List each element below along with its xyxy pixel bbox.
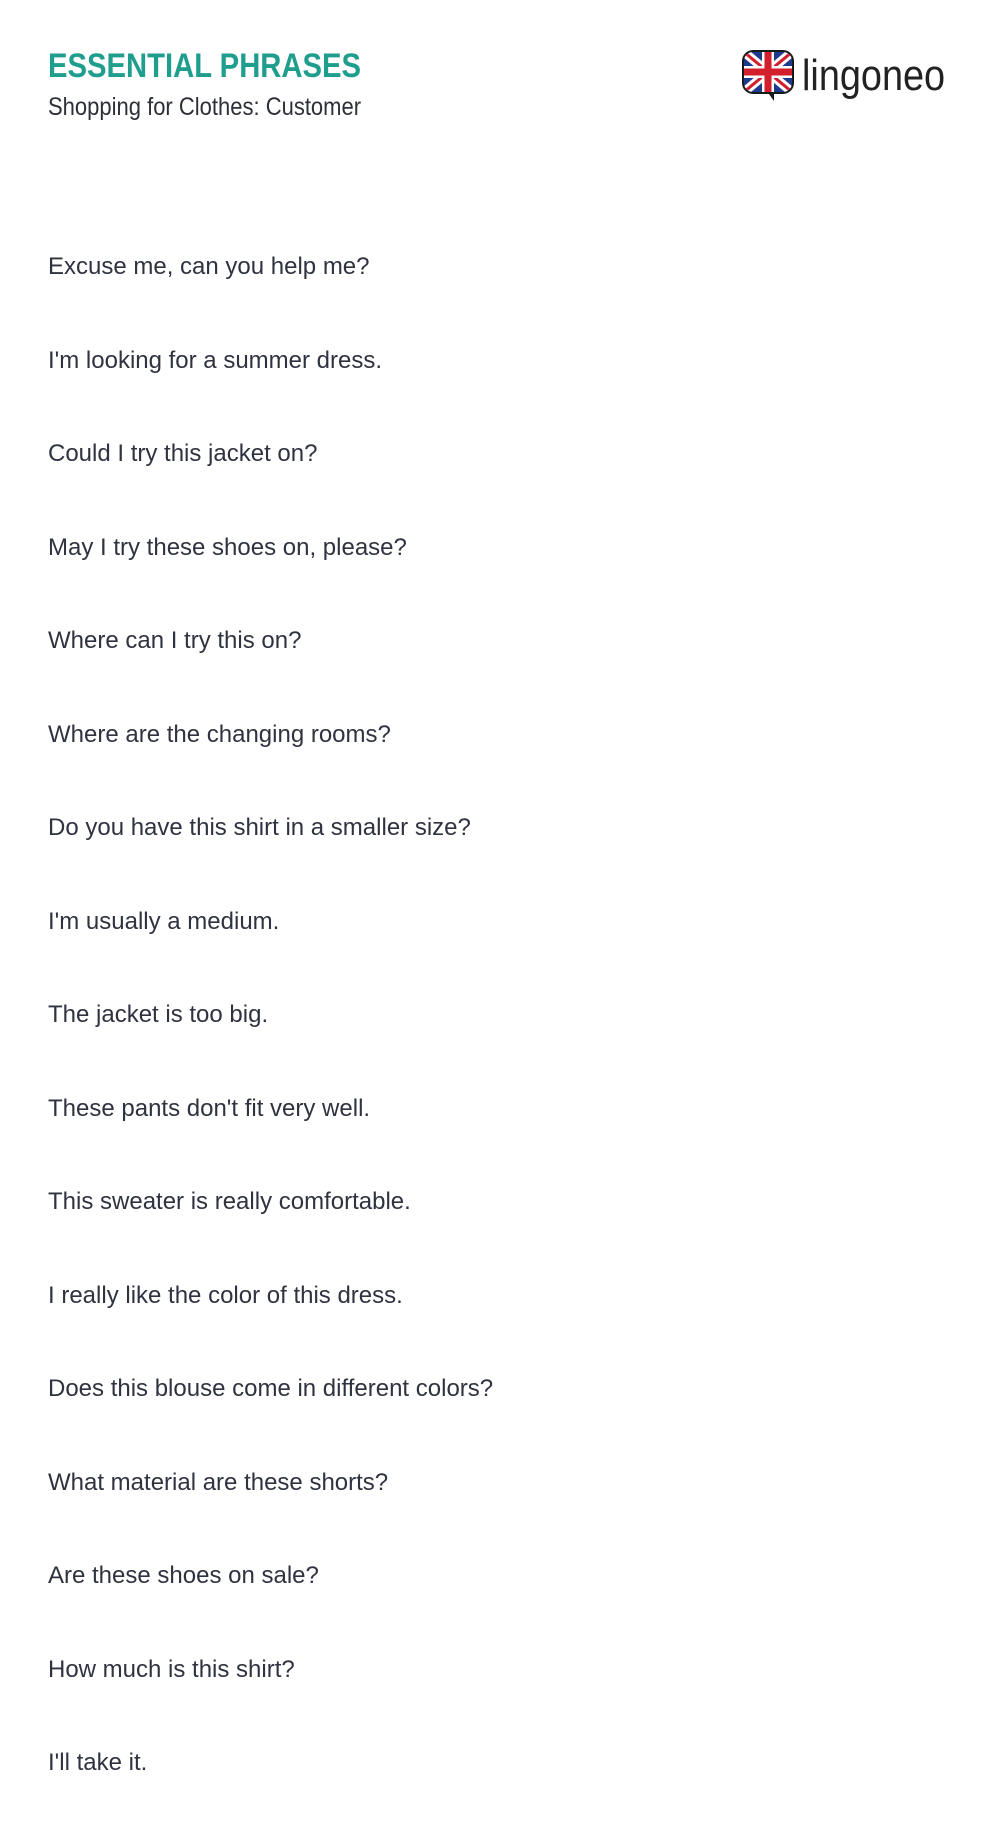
phrase-list — [48, 252, 952, 1842]
phrase-item: May I try these shoes on, please? — [48, 533, 407, 561]
phrase-item: Could I try this jacket on? — [48, 440, 318, 467]
phrase-item: Do you have this shirt in a smaller size? — [48, 814, 471, 841]
phrase-item: I really like the color of this dress. — [48, 1281, 403, 1309]
phrase-item: I'm usually a medium. — [48, 907, 280, 935]
phrase-item: Where can I try this on? — [48, 627, 302, 654]
page-header — [48, 46, 952, 136]
phrase-item: Does this blouse come in different colors? — [48, 1375, 494, 1402]
phrase-item: What material are these shorts? — [48, 1468, 389, 1496]
logo-text: lingoneo — [802, 51, 946, 100]
lingoneo-logo[interactable] — [740, 50, 952, 102]
uk-flag-speech-bubble-icon — [740, 48, 796, 104]
page-title: ESSENTIAL PHRASES — [48, 47, 362, 85]
phrase-item: Where are the changing rooms? — [48, 720, 391, 748]
phrase-item: How much is this shirt? — [48, 1655, 295, 1683]
phrase-item: I'm looking for a summer dress. — [48, 346, 383, 374]
phrase-item: The jacket is too big. — [48, 1001, 269, 1028]
page-subtitle: Shopping for Clothes: Customer — [48, 93, 362, 121]
phrase-item: Are these shoes on sale? — [48, 1562, 319, 1589]
phrase-item: Excuse me, can you help me? — [48, 253, 370, 280]
phrase-item: These pants don't fit very well. — [48, 1094, 371, 1122]
phrase-item: This sweater is really comfortable. — [48, 1188, 411, 1215]
phrase-item: I'll take it. — [48, 1749, 148, 1776]
